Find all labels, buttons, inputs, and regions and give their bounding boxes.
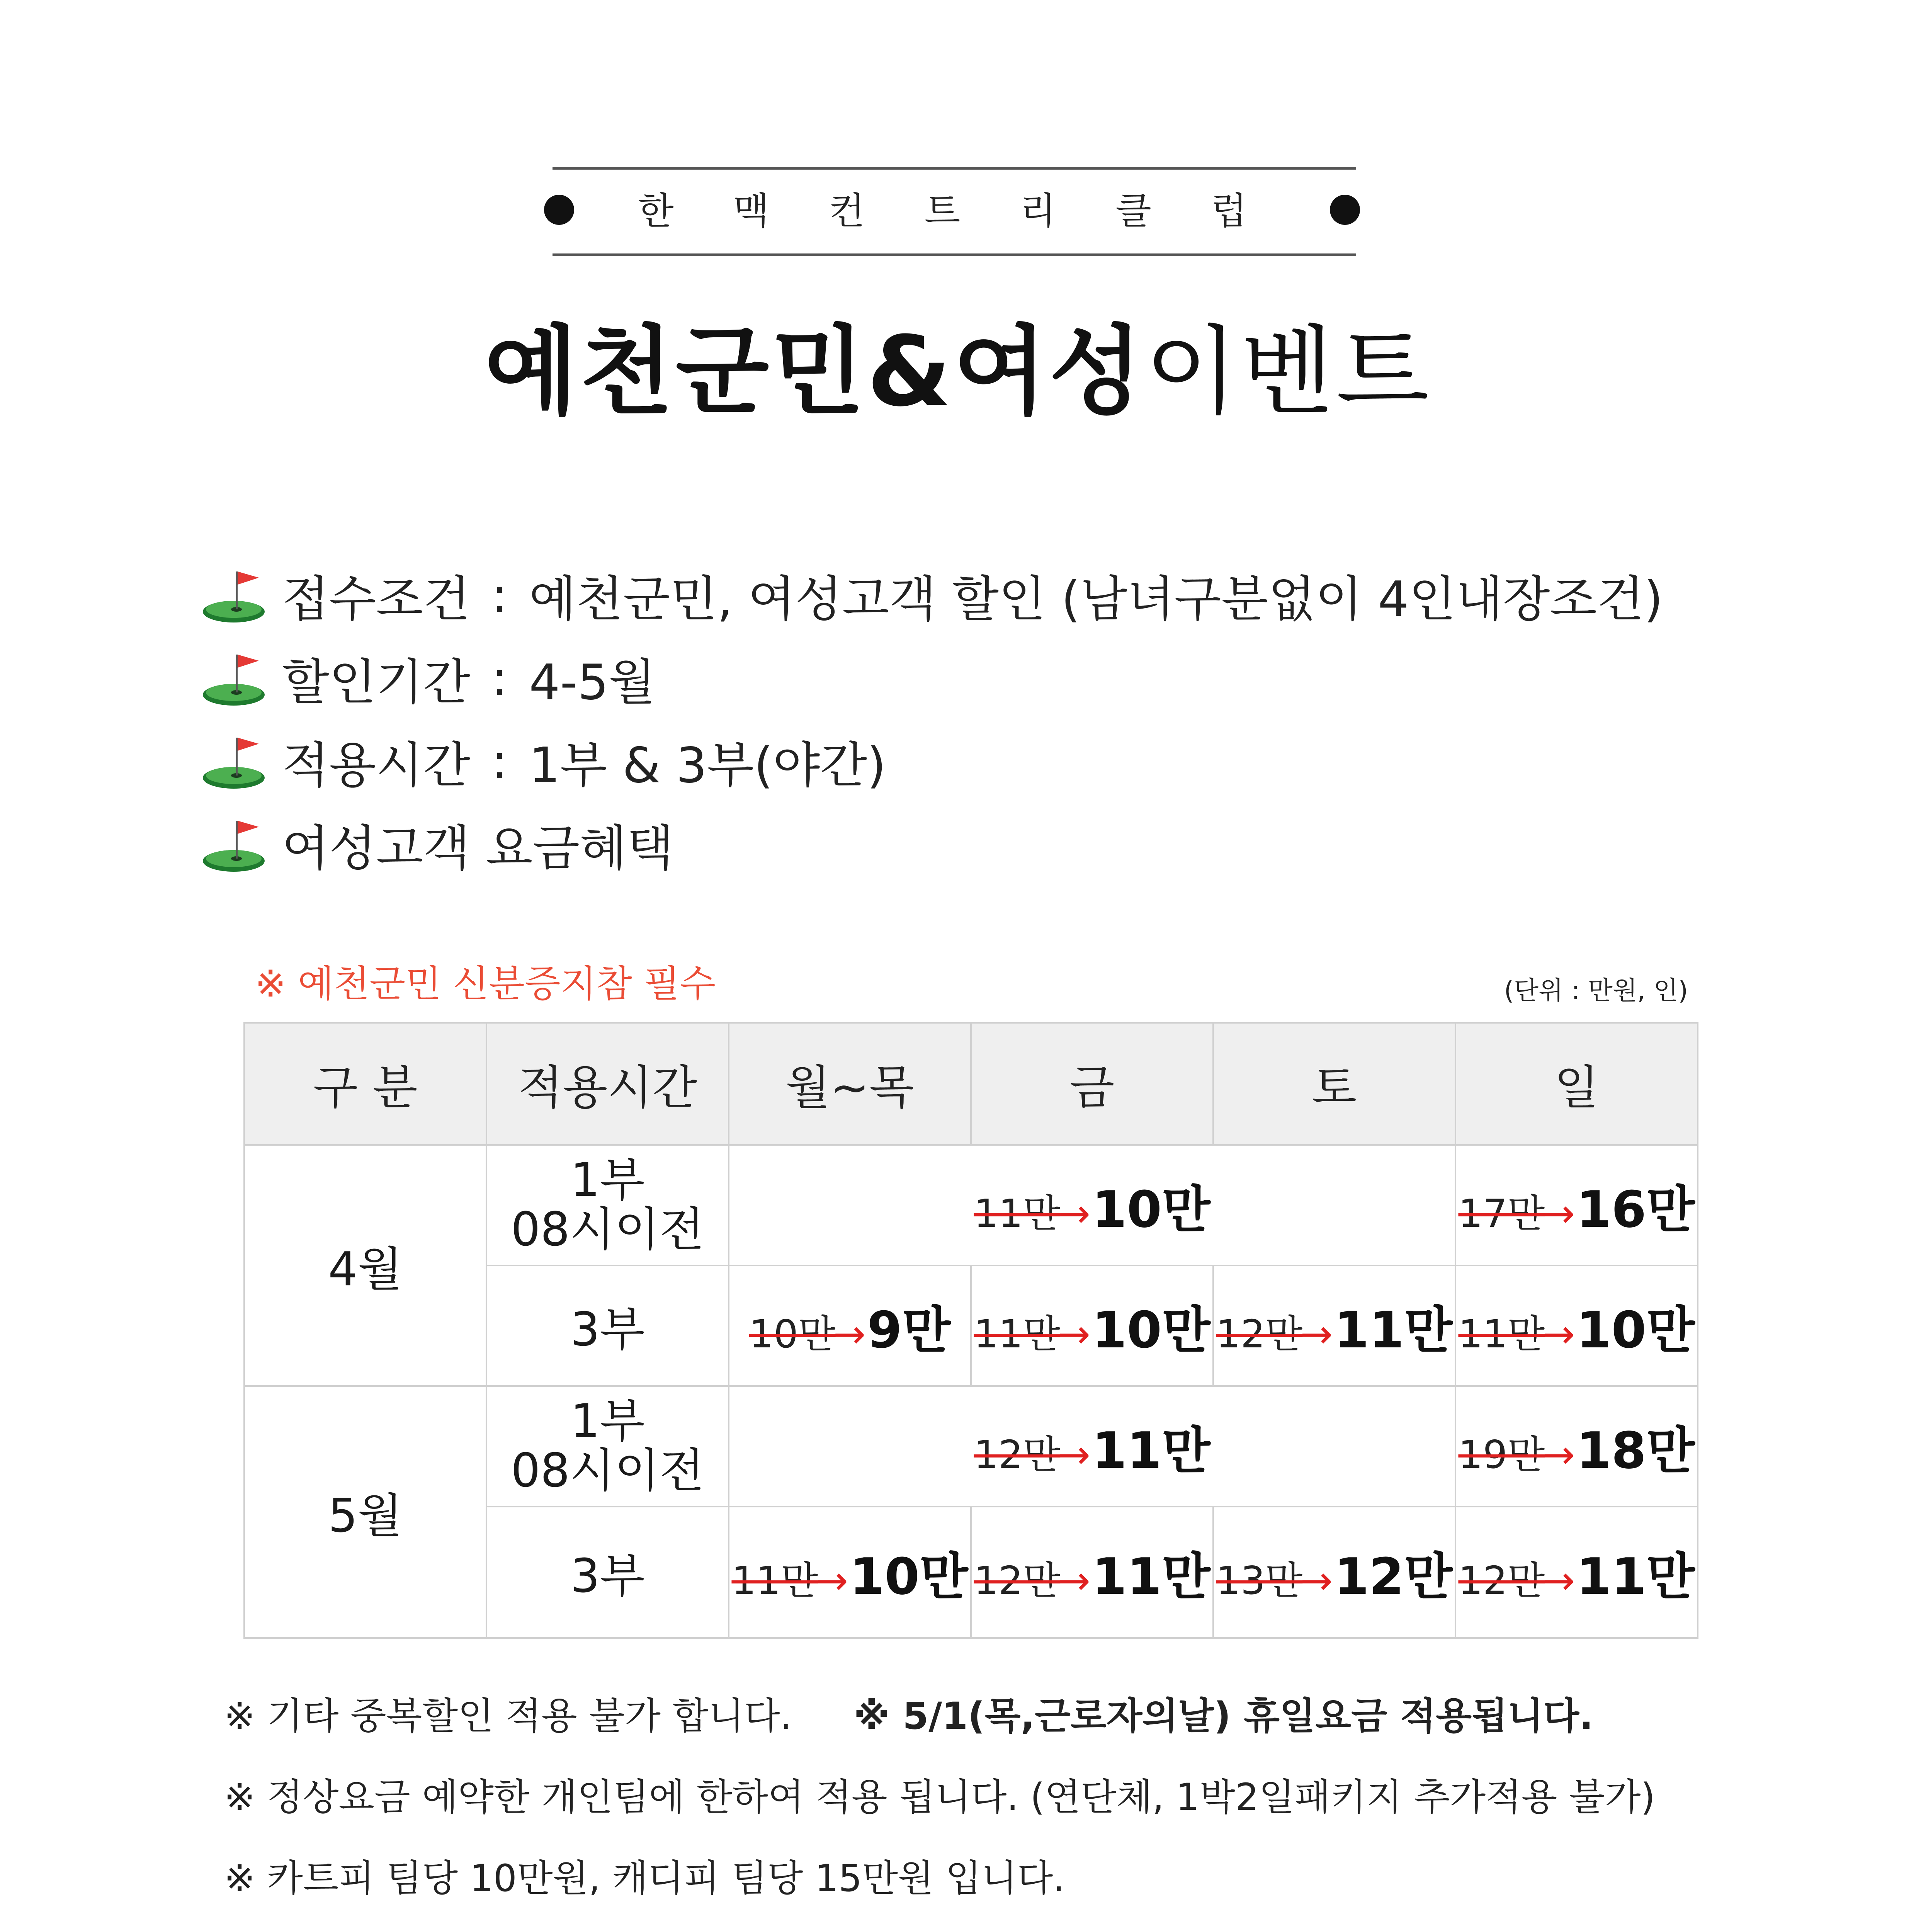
new-price: 16만 — [1576, 1180, 1695, 1239]
price-cell — [1455, 1507, 1698, 1638]
time-cell — [486, 1386, 729, 1507]
table-row — [244, 1145, 1698, 1265]
info-colon: : — [491, 650, 508, 707]
note-regular-rate: ※ 정상요금 예약한 개인팀에 한하여 적용 됩니다. (연단체, 1박2일패키지 추가적용 불가) — [224, 1776, 1655, 1819]
arrow-icon: → — [1542, 1432, 1575, 1477]
col-header: 월~목 — [729, 1023, 971, 1145]
note-cart-caddie: ※ 카트피 팀당 10만원, 캐디피 팀당 15만원 입니다. — [224, 1857, 1065, 1900]
arrow-icon: → — [1300, 1558, 1333, 1603]
time-cell: 3부 — [486, 1265, 729, 1386]
info-label: 적용시간 — [282, 736, 470, 794]
old-price: 10만 — [749, 1311, 836, 1357]
time-cell — [486, 1145, 729, 1265]
table-row — [244, 1386, 1698, 1507]
info-label: 할인기간 — [282, 653, 470, 711]
arrow-icon: → — [816, 1558, 848, 1603]
holiday-note: ※ 5/1(목,근로자의날) 휴일요금 적용됩니다. — [853, 1694, 1593, 1738]
month-cell: 4월 — [244, 1145, 486, 1386]
golf-flag-icon — [201, 566, 267, 624]
new-price: 18만 — [1576, 1421, 1695, 1480]
price-cell — [971, 1507, 1213, 1638]
col-header: 금 — [971, 1023, 1213, 1145]
time-sub: 08시이전 — [511, 1203, 704, 1257]
arrow-icon: → — [1542, 1311, 1575, 1357]
old-price: 11만 — [731, 1558, 818, 1603]
old-price: 11만 — [974, 1311, 1061, 1357]
club-name: 한 맥 컨 트 리 클 럽 — [638, 189, 1271, 233]
new-price: 10만 — [1092, 1180, 1210, 1239]
time-part: 1부 — [570, 1153, 645, 1207]
old-price: 12만 — [1458, 1558, 1545, 1603]
old-price: 11만 — [1458, 1311, 1545, 1357]
header-right-dot — [1330, 195, 1360, 225]
old-price: 12만 — [1216, 1311, 1303, 1357]
unit-label: (단위 : 만원, 인) — [1504, 976, 1688, 1005]
time-part: 1부 — [570, 1395, 645, 1448]
old-price: 13만 — [1216, 1558, 1303, 1603]
price-cell — [729, 1145, 1455, 1265]
note-text: ※ 기타 중복할인 적용 불가 합니다. — [224, 1694, 792, 1738]
note-no-duplicate — [224, 1687, 1593, 1740]
arrow-icon: → — [1058, 1311, 1091, 1357]
price-cell — [1213, 1265, 1455, 1386]
price-cell — [971, 1265, 1213, 1386]
new-price: 11만 — [1092, 1421, 1210, 1480]
arrow-icon: → — [1058, 1190, 1091, 1236]
info-label: 접수조건 — [282, 570, 470, 628]
time-sub: 08시이전 — [511, 1444, 704, 1498]
old-price: 12만 — [974, 1432, 1061, 1477]
title-bold: 예천군민&여성 — [484, 315, 1145, 428]
new-price: 11만 — [1334, 1300, 1453, 1359]
price-cell — [1455, 1265, 1698, 1386]
arrow-icon: → — [1300, 1311, 1333, 1357]
col-header: 일 — [1455, 1023, 1698, 1145]
old-price: 12만 — [974, 1558, 1061, 1603]
price-cell — [729, 1507, 971, 1638]
info-label: 여성고객 요금혜택 — [282, 820, 674, 877]
arrow-icon: → — [1542, 1190, 1575, 1236]
new-price: 10만 — [1092, 1300, 1210, 1359]
price-table — [243, 1022, 1698, 1639]
title-light: 이벤트 — [1144, 315, 1432, 428]
time-cell: 3부 — [486, 1507, 729, 1638]
info-value: 4-5월 — [529, 653, 656, 711]
price-cell — [1455, 1386, 1698, 1507]
golf-flag-icon — [201, 649, 267, 707]
new-price: 11만 — [1576, 1547, 1695, 1606]
info-line-time — [201, 724, 886, 798]
arrow-icon: → — [833, 1311, 866, 1357]
new-price: 12만 — [1334, 1547, 1453, 1606]
note-three-player — [224, 1930, 1304, 1932]
info-colon: : — [491, 566, 508, 624]
price-cell — [1455, 1145, 1698, 1265]
header-top-rule — [553, 167, 1356, 170]
new-price: 10만 — [850, 1547, 968, 1606]
col-header: 토 — [1213, 1023, 1455, 1145]
arrow-icon: → — [1058, 1558, 1091, 1603]
id-card-notice: ※ 예천군민 신분증지참 필수 — [255, 962, 716, 1005]
new-price: 9만 — [867, 1300, 951, 1359]
header-bottom-rule — [553, 253, 1356, 256]
info-value: 예천군민, 여성고객 할인 (남녀구분없이 4인내장조건) — [529, 570, 1663, 628]
info-value: 1부 & 3부(야간) — [529, 736, 886, 794]
new-price: 11만 — [1092, 1547, 1210, 1606]
old-price: 19만 — [1458, 1432, 1545, 1477]
price-cell — [729, 1386, 1455, 1507]
col-header: 적용시간 — [486, 1023, 729, 1145]
info-colon: : — [491, 733, 508, 790]
new-price: 10만 — [1576, 1300, 1695, 1359]
info-line-period — [201, 641, 656, 715]
old-price: 17만 — [1458, 1190, 1545, 1236]
price-cell — [1213, 1507, 1455, 1638]
table-header-row — [244, 1023, 1698, 1145]
golf-flag-icon — [201, 732, 267, 790]
old-price: 11만 — [974, 1190, 1061, 1236]
arrow-icon: → — [1542, 1558, 1575, 1603]
month-cell: 5월 — [244, 1386, 486, 1638]
golf-flag-icon — [201, 815, 267, 873]
col-header: 구 분 — [244, 1023, 486, 1145]
arrow-icon: → — [1058, 1432, 1091, 1477]
price-cell — [729, 1265, 971, 1386]
info-line-women — [201, 808, 674, 881]
info-line-condition — [201, 558, 1663, 632]
page-title — [0, 294, 1916, 433]
